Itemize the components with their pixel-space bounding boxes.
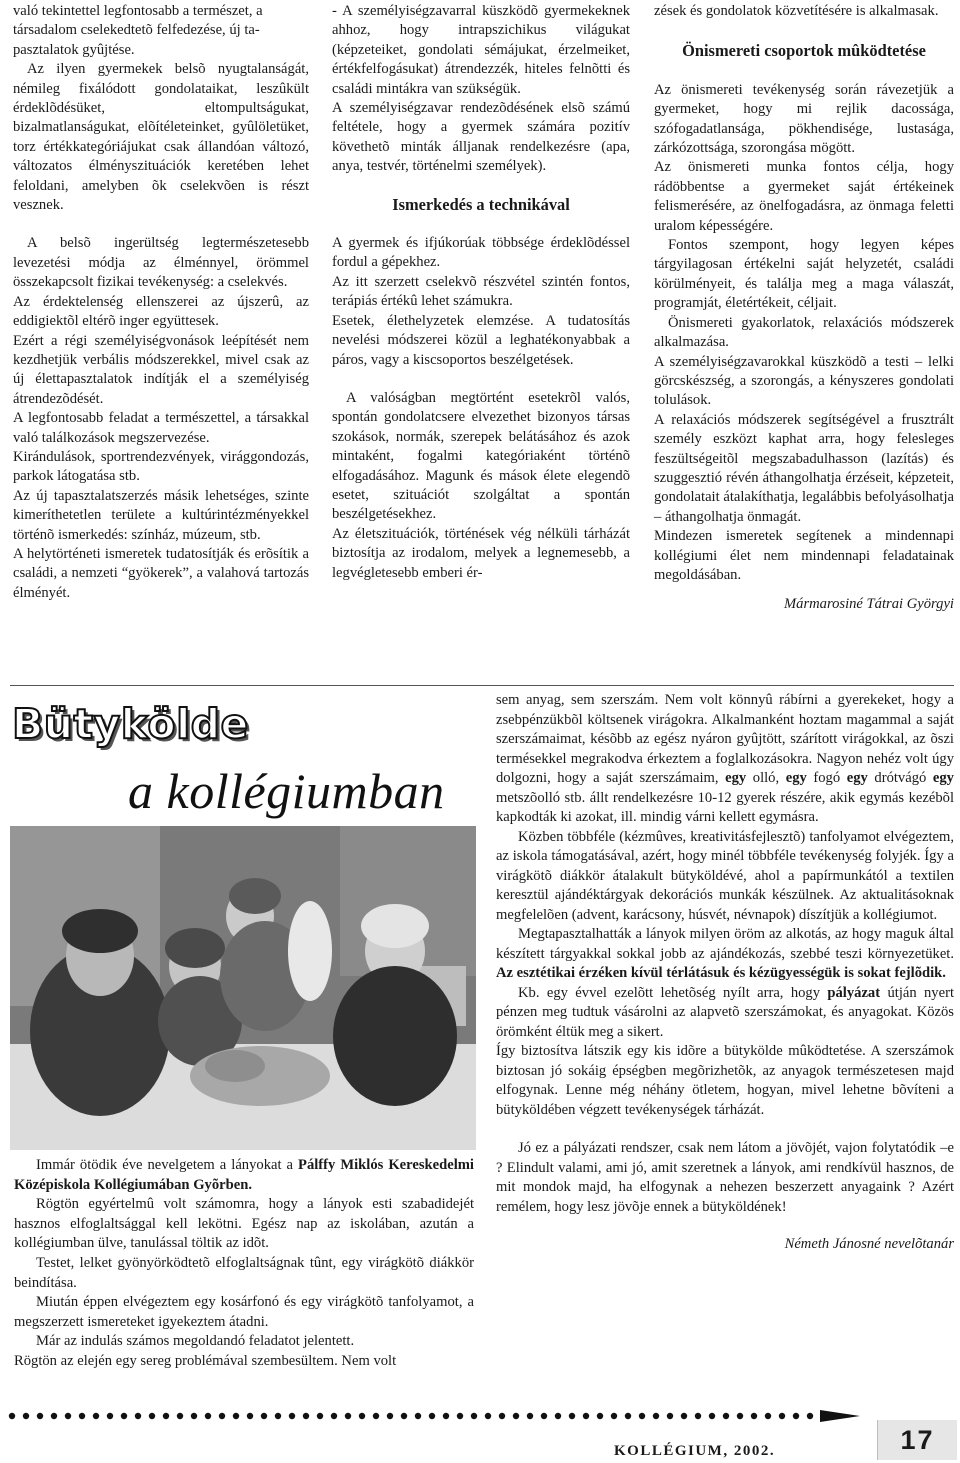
col2-paragraph: A valóságban megtörtént esetekrõl valós, spontán gondolatcsere elvezethet bizonyos társas szokások, normák, szerepek belátásához és azok mintaként, fogalmi kategóriaként történõ elfogadásához. Magunk és mások élete elegendõ esetet, szituációt szolgáltat a spontán beszélgetésekhez. [332, 389, 630, 523]
section-heading-onismeret: Önismereti csoportok mûködtetése [682, 41, 926, 61]
article-paragraph: Rögtön az elején egy sereg problémával szembesültem. Nem volt [14, 1352, 397, 1369]
text-span: sem anyag, sem szerszám. Nem volt könnyû rábírni a gyerekeket, hogy a zsebpénzükbõl költsenek virágokra. Alkalmanként hoztam magammal a saját szerszámaimat, késõbb az egész nyáron gyûjtött, szárított virágokkal, az õszi termésekkel megrakodva érkeztem a foglalkozásokra. Nagyon nehéz volt úgy dolgozni, hogy a saját szerszámaim, [496, 692, 954, 786]
photo-illustration [10, 826, 476, 1150]
emphasis: egy [846, 770, 868, 786]
article-subtitle: a kollégiumban [128, 763, 445, 819]
col1-paragraph: Az új tapasztalatszerzés másik lehetséges, szinte kimeríthetetlen területe a kultúrintézményekkel történõ ismerkedés: színház, múzeum, stb. [13, 487, 309, 543]
article-paragraph [496, 925, 954, 984]
emphasis: egy [785, 770, 807, 786]
text-span: metszõolló stb. állt rendelkezésre 10-12 gyerek részére, akik egymás kezébõl kapkodták ki azokat, ill. mindig várni kellett egymásra. [496, 789, 954, 825]
emphasis: egy [932, 770, 954, 786]
col1-line-3: pasztalatok gyûjtése. [13, 41, 135, 58]
article-signature: Németh Jánosné nevelõtanár [784, 1236, 954, 1252]
col2-paragraph: A személyiségzavar rendezõdésének elsõ számú feltétele, hogy a gyermek számára pozitív követhetõ minták álljanak rendelkezésre (apa, anya, testvér, történelmi személyek). [332, 100, 630, 175]
text-span: Kb. egy évvel ezelõtt lehetõség nyílt arra, hogy [518, 984, 828, 1001]
article-paragraph: Rögtön egyértelmû volt számomra, hogy a lányok esti szabadidejét hasznos elfoglaltsággal kell lekötni. Egész nap az iskolában, azután a kollégiumban ülve, tanulással töltik az idõt. [14, 1196, 474, 1252]
col3-paragraph: Fontos szempont, hogy legyen képes tárgyilagosan értékelni saját helyzetét, családi körülményeit, és találja meg a maga válaszát, programját, életértékeit, céljait. [654, 237, 954, 312]
article-paragraph: Testet, lelket gyönyörködtetõ elfoglaltságnak tûnt, egy virágkötõ diákkör beindítása. [14, 1254, 474, 1291]
article-paragraph [496, 984, 954, 1043]
col1-line-2: társadalom cselekedtetõ felfedezése, új ta- [13, 22, 260, 39]
col1-paragraph: A belsõ ingerültség legtermészetesebb levezetési módja az élménnyel, örömmel összekapcsolt fizikai tevékenység: a cselekvés. [13, 235, 309, 291]
column-3 [654, 2, 954, 615]
magazine-name: KOLLÉGIUM, 2002. [614, 1443, 776, 1459]
col1-line-1: való tekintettel legfontosabb a természet, a [13, 3, 263, 19]
col2-paragraph: Az itt szerzett cselekvõ részvétel szintén fontos, terápiás értékû lehet számukra. [332, 273, 630, 310]
col2-paragraph: A gyermek és ifjúkorúak többsége érdeklõdéssel fordul a gépekhez. [332, 235, 630, 271]
school-name: Pálffy Miklós Kereskedelmi Középiskola Kollégiumában Gyõrben. [14, 1157, 474, 1193]
footer-dot-rule [8, 1408, 863, 1424]
text-span: drótvágó [867, 770, 933, 786]
col3-paragraph: Az önismereti munka fontos célja, hogy rádöbbentse a gyermeket saját értékeinek felismerésére, az önelfogadásra, az önmaga feletti uralom képességére. [654, 159, 954, 234]
intro-text: Immár ötödik éve nevelgetem a lányokat a [36, 1157, 299, 1173]
col1-paragraph: Az érdektelenség ellenszerei az újszerû, az eddigiektõl eltérõ inger együttesek. [13, 293, 309, 330]
col3-paragraph: Az önismereti tevékenység során rávezetjük a gyermeket, hogy mi rejlik dacossága, szófogadatlansága, pökhendisége, lustasága, zárkózottsága, szorongása mögött. [654, 81, 954, 157]
article-paragraph [14, 1156, 474, 1195]
article-right-column [496, 691, 954, 1255]
col1-paragraph: Ezért a régi személyiségvonások leépítését nem kezdhetjük verbális módszerekkel, mivel csak az új élettapasztalatok indítják el a személyiség átrendezõdését. [13, 332, 309, 407]
col2-paragraph: Az életszituációk, történések vég nélküli tárházát biztosítja az irodalom, melyek a legnemesebb, a legvégletesebb emberi ér- [332, 525, 630, 581]
col3-paragraph: A relaxációs módszerek segítségével a frusztrált személy eszközt kaphat arra, hogy felesleges feszültségeitõl megszabadulhasson (lazítás) és szuggesztió révén áthangolhatja érzéseit, képzeteit, gondolatait átalakíthatja, legalábbis befolyásolhatja – áthangolhatja önmagát. [654, 411, 954, 525]
col1-paragraph: Kirándulások, sportrendezvények, virággondozás, parkok látogatása stb. [13, 448, 309, 485]
page-number: 17 [877, 1420, 957, 1460]
col3-paragraph: Önismereti gyakorlatok, relaxációs módszerek alkalmazása. [654, 314, 954, 351]
emphasis: egy [725, 770, 747, 786]
article-paragraph: Közben többféle (kézmûves, kreativitásfejlesztõ) tanfolyamot elvégeztem, az iskola támogatásával, azért, hogy minél többféle tevékenység folyjék. Így a virágkötõ diákkör átalakult bütyköldévé, ahol a papírmunkától a textilen keresztül ajándéktárgyak dekorációs munkák készülnek. Az aktualitásoknak megfelelõen (advent, karácsony, húsvét, névnapok) díszítjük a kollégiumot. [496, 828, 954, 923]
article-paragraph: Így biztosítva látszik egy kis idõre a bütykölde mûködtetése. A szerszámok biztosan jó sokáig épségben megõrizhetõk, az anyagok természetesen majd elfogynak. Lenne még néhány ötletem, hogyan, mivel lehetne bõvíteni a bütyköldében végzett tevékenységek tárházát. [496, 1043, 954, 1118]
section-heading-technika: Ismerkedés a technikával [392, 194, 570, 214]
text-span: útján nyert pénzen meg tudtuk vásárolni az alapvetõ szerszámokat, és anyagokat. Közös örömként éltük meg a sikert. [496, 984, 954, 1040]
text-span: fogó [806, 770, 847, 786]
article-photo [10, 826, 476, 1150]
col1-paragraph: A legfontosabb feladat a természettel, a társakkal való találkozások megszervezése. [13, 410, 309, 446]
article-paragraph [496, 691, 954, 828]
col3-paragraph: zések és gondolatok közvetítésére is alkalmasak. [654, 3, 939, 19]
article-paragraph: Miután éppen elvégeztem egy kosárfonó és egy virágkötõ tanfolyamot, a megszerzett ismereteket igyekeztem átadni. [14, 1294, 474, 1330]
col3-paragraph: A személyiségzavarokkal küszködõ a testi – lelki görcskészség, a szorongás, a kényszeres gondolati tolulások. [654, 353, 954, 409]
emphasis: pályázat [827, 984, 881, 1001]
author-signature: Mármarosiné Tátrai Györgyi [784, 596, 954, 613]
col1-paragraph: A helytörténeti ismeretek tudatosítják és erõsítik a családi, a nemzeti “gyökerek”, a valahová tartozás élményét. [13, 545, 309, 601]
article-paragraph: Már az indulás számos megoldandó feladatot jelentett. [36, 1333, 355, 1350]
article-paragraph: Jó ez a pályázati rendszer, csak nem látom a jövõjét, vajon folytatódik –e ? Elindult valami, ami jó, amit szeretnek a lányok, ami rendkívül hasznos, de mit mondok majd, ha elfogynak a nehezen beszerzett anyagaink ? Azért remélem, hogy lesz jövõje ennek a bütyköldének! [496, 1140, 954, 1215]
col2-paragraph: - A személyiségzavarral küszködõ gyermekeknek ahhoz, hogy intrapszichikus világukat (képzeteiket, gondolati sémájukat, érzelmeiket, értékfelfogásukat) átrendezzék, hiteles felnõtti és családi mintákra van szükségük. [332, 3, 630, 97]
column-2 [332, 2, 630, 583]
col3-paragraph: Mindezen ismeretek segítenek a mindennapi kollégiumi élet nem mindennapi feladatainak megoldásában. [654, 528, 954, 583]
column-1 [13, 2, 309, 603]
col1-paragraph: Az ilyen gyermekek belsõ nyugtalanságát, némileg fixálódott gondolataikat, leszûkült érdeklõdésüket, eltompultságukat, bizalmatlanságukat, elõítéleteinket, gyûlöletüket, torz értékkategóriájukat csak állandóan változó, változatos élményszituációk keretében lehet feloldani, amelyben õk cselekvõen is részt vesznek. [13, 61, 309, 214]
col2-paragraph: Esetek, élethelyzetek elemzése. A tudatosítás nevelési módszerei közül a leghatékonyabbak a páros, vagy a kiscsoportos beszélgetések. [332, 312, 630, 368]
text-span: Megtapasztalhatták a lányok milyen öröm az alkotás, az hogy maguk által készített tárgyakkal sokkal jobb az ajándékozás, szebbé teszi környezetüket. [496, 926, 954, 962]
article-intro [14, 1156, 474, 1372]
article-title: Bütykölde [12, 700, 249, 748]
emphasis: Az esztétikai érzéken kívül térlátásuk és kézügyességük is sokat fejlõdik. [496, 965, 946, 981]
text-span: olló, [746, 770, 786, 786]
section-divider [10, 685, 954, 686]
